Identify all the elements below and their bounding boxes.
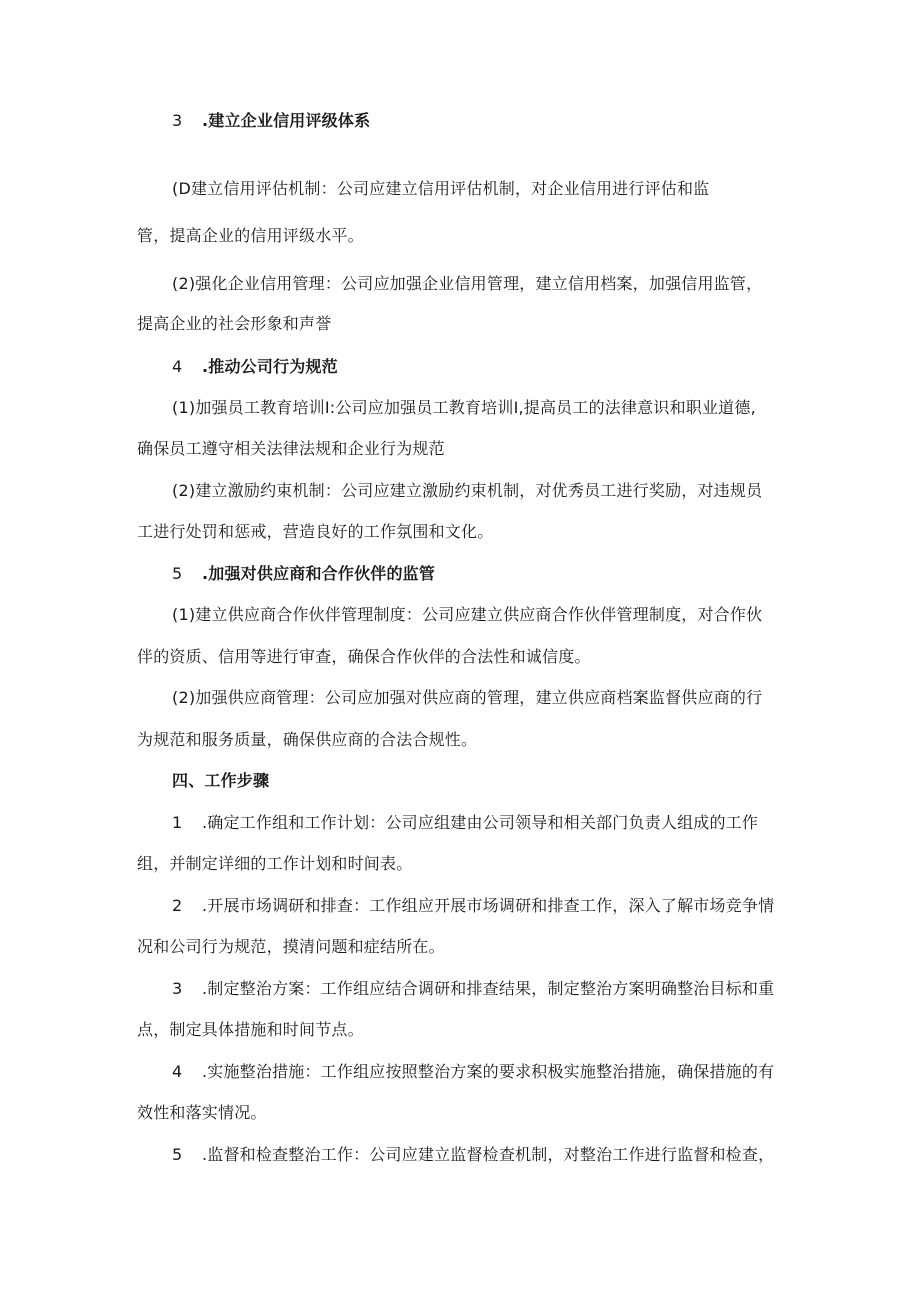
section-3-para-2-line-2: 提高企业的社会形象和声誉 [137, 314, 332, 333]
step-4-line-1 [172, 1061, 774, 1083]
step-5-line-1 [172, 1144, 774, 1166]
step-2-line-2: 况和公司行为规范，摸清问题和症结所在。 [137, 937, 445, 956]
step-5-number: 5 [172, 1145, 183, 1164]
step-2-number: 2 [172, 896, 183, 915]
section-4-para-1-line-2: 确保员工遵守相关法律法规和企业行为规范 [137, 439, 445, 458]
section-4-para-2-line-2: 工进行处罚和惩戒，营造良好的工作氛围和文化。 [137, 522, 494, 541]
section-4-para-2-line-1: (2)建立激励约束机制：公司应建立激励约束机制，对优秀员工进行奖励，对违规员 [172, 481, 763, 500]
section-3-number: 3 [172, 111, 183, 130]
section-4-heading [172, 356, 338, 378]
section-5-title: .加强对供应商和合作伙伴的监管 [202, 564, 436, 583]
step-3-line-1 [172, 978, 774, 1000]
section-four-heading: 四、工作步骤 [172, 771, 270, 790]
section-3-para-1-line-2: 管，提高企业的信用评级水平。 [137, 226, 364, 245]
section-5-para-1-line-2: 伴的资质、信用等进行审查，确保合作伙伴的合法性和诚信度。 [137, 647, 591, 666]
step-3-number: 3 [172, 979, 183, 998]
step-1-text: .确定工作组和工作计划：公司应组建由公司领导和相关部门负责人组成的工作 [202, 813, 759, 832]
section-3-para-1-line-1: (D建立信用评估机制：公司应建立信用评估机制，对企业信用进行评估和监 [172, 179, 710, 198]
section-3-para-2-line-1: (2)强化企业信用管理：公司应加强企业信用管理，建立信用档案，加强信用监管， [172, 274, 763, 293]
section-3-title: .建立企业信用评级体系 [202, 111, 371, 130]
section-5-para-1-line-1: (1)建立供应商合作伙伴管理制度：公司应建立供应商合作伙伴管理制度，对合作伙 [172, 605, 763, 624]
step-4-number: 4 [172, 1062, 183, 1081]
step-1-line-2: 组，并制定详细的工作计划和时间表。 [137, 854, 413, 873]
section-5-number: 5 [172, 564, 183, 583]
section-5-heading [172, 563, 435, 585]
step-2-line-1 [172, 895, 774, 917]
section-4-title: .推动公司行为规范 [202, 357, 338, 376]
step-4-text: .实施整治措施：工作组应按照整治方案的要求积极实施整治措施，确保措施的有 [202, 1062, 775, 1081]
step-1-number: 1 [172, 813, 183, 832]
section-5-para-2-line-2: 为规范和服务质量，确保供应商的合法合规性。 [137, 730, 478, 749]
step-3-line-2: 点，制定具体措施和时间节点。 [137, 1020, 364, 1039]
section-4-number: 4 [172, 357, 183, 376]
step-1-line-1 [172, 812, 758, 834]
step-5-text: .监督和检查整治工作：公司应建立监督检查机制，对整治工作进行监督和检查， [202, 1145, 775, 1164]
step-3-text: .制定整治方案：工作组应结合调研和排查结果，制定整治方案明确整治目标和重 [202, 979, 775, 998]
step-2-text: .开展市场调研和排查：工作组应开展市场调研和排查工作，深入了解市场竞争情 [202, 896, 775, 915]
step-4-line-2: 效性和落实情况。 [137, 1103, 267, 1122]
section-4-para-1-line-1: (1)加强员工教育培训I:公司应加强员工教育培训I,提高员工的法律意识和职业道德, [172, 398, 756, 417]
section-5-para-2-line-1: (2)加强供应商管理：公司应加强对供应商的管理，建立供应商档案监督供应商的行 [172, 688, 763, 707]
section-3-heading [172, 110, 370, 132]
